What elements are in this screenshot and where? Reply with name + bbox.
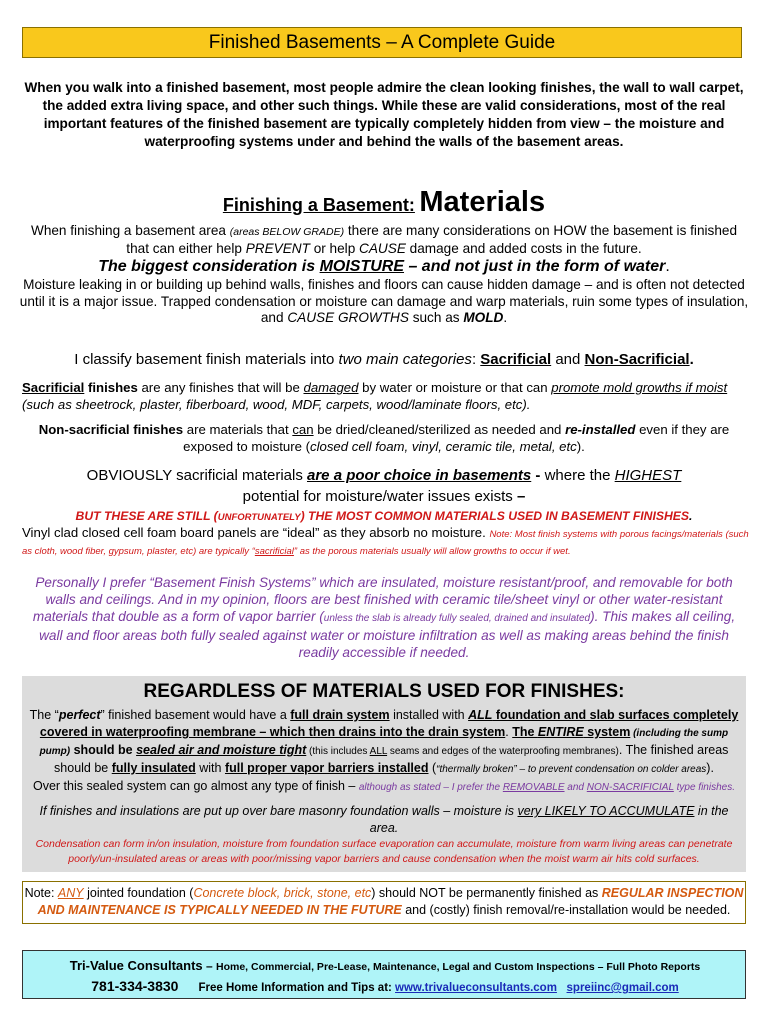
text: sealed air and moisture tight: [136, 743, 307, 757]
text: .: [665, 258, 670, 275]
text: .: [689, 351, 694, 368]
text: (: [428, 761, 437, 775]
sealed-system-line: [26, 778, 742, 796]
text: potential for moisture/water issues exists: [242, 488, 513, 505]
text: ) should NOT be permanently finished as: [371, 886, 602, 900]
footer-line-2: [23, 978, 747, 994]
biggest-consideration: [18, 257, 750, 277]
text: perfect: [58, 708, 101, 722]
page-title: Finished Basements – A Complete Guide: [22, 27, 742, 58]
text: and: [551, 351, 585, 368]
text: I classify basement finish materials into: [74, 351, 339, 368]
text: sacrificial: [254, 546, 294, 557]
text: ANY: [57, 886, 84, 900]
text: damaged: [303, 380, 359, 395]
text: Non-Sacrificial: [584, 351, 690, 368]
text: Concrete block, brick, stone, etc: [193, 886, 372, 900]
text: promote mold growths if moist: [551, 380, 728, 395]
classify-line: [18, 350, 750, 369]
text: ” as the porous materials usually will allow growths to occur if wet.: [293, 546, 571, 557]
materials-paragraph-2: [18, 277, 750, 327]
text: type finishes.: [673, 782, 735, 793]
text: :: [471, 351, 481, 368]
text: .: [689, 509, 693, 523]
footer: [22, 950, 746, 999]
text: – and not just in the form of water: [404, 258, 666, 275]
text: such as: [408, 310, 464, 325]
bare-masonry-line: [26, 803, 742, 837]
text: ). This makes all ceiling, wall and floor areas both fully sealed against water or moisture infiltration as well as making areas behind the finish readily accessible if needed.: [39, 609, 736, 660]
text: PREVENT: [245, 240, 310, 256]
text: –: [202, 959, 216, 973]
text: where the: [544, 467, 615, 484]
text: with: [195, 761, 225, 775]
non-sacrificial-definition: [22, 421, 746, 455]
text: re-installed: [565, 422, 636, 437]
text: NON-SACRIFICIAL: [586, 782, 674, 793]
text: (such as sheetrock, plaster, fiberboard, wood, MDF, carpets, wood/laminate floors, etc).: [22, 397, 531, 412]
text: .: [505, 725, 513, 739]
text: . The finished areas should be: [54, 743, 729, 775]
materials-heading-big: Materials: [419, 186, 546, 218]
vinyl-note: [22, 525, 752, 559]
materials-body: [18, 223, 750, 327]
condensation-note: Condensation can form in/on insulation, moisture from foundation surface evaporation can accumulate, moisture from warm living areas can penetrate poorly/un-insulated areas or areas with poor/missing vapor barriers and cause condensation when the moist warm air hits cold surfaces.: [35, 838, 733, 865]
text: and: [564, 782, 587, 793]
text: Over this sealed system can go almost any type of finish –: [32, 779, 359, 793]
text: jointed foundation (: [83, 886, 194, 900]
text: “thermally broken” – to prevent condensation on colder areas: [436, 764, 707, 775]
text: system: [583, 725, 631, 739]
text: finishes: [84, 380, 138, 395]
text: Non-sacrificial finishes: [38, 422, 184, 437]
website-link[interactable]: www.trivalueconsultants.com: [395, 982, 557, 994]
phone-number: 781-334-3830: [91, 978, 179, 994]
text: although as stated – I prefer the: [358, 782, 503, 793]
text: OBVIOUSLY sacrificial materials: [86, 467, 307, 484]
footer-line-1: [23, 958, 747, 973]
text: fully insulated: [111, 761, 196, 775]
text: even if they are exposed to moisture (: [183, 422, 730, 454]
text: (including the sump pump): [39, 728, 729, 757]
materials-heading: [0, 186, 768, 219]
text: two main categories: [338, 351, 472, 368]
text: The: [512, 725, 538, 739]
text: are materials that: [183, 422, 293, 437]
regardless-section: [22, 676, 746, 872]
text: ).: [706, 761, 714, 775]
text: Sacrificial: [22, 380, 85, 395]
text: full proper vapor barriers installed: [224, 761, 429, 775]
text: ).: [576, 439, 585, 454]
text: foundation and slab surfaces completely covered in waterproofing membrane – which then drains into the drain system: [39, 708, 739, 739]
text: CAUSE GROWTHS: [287, 310, 409, 325]
text: ALL: [369, 746, 388, 757]
text: are a poor choice in basements: [307, 467, 532, 484]
text: –: [512, 488, 526, 505]
text: (this includes: [306, 746, 370, 757]
text: be dried/cleaned/sterilized as needed and: [313, 422, 566, 437]
text: in the area.: [369, 804, 729, 835]
personal-preference: [22, 574, 746, 661]
perfect-basement-paragraph: [26, 707, 742, 778]
text: .: [503, 310, 508, 325]
text: seams and edges of the waterproofing membranes): [387, 746, 619, 757]
text: installed with: [389, 708, 469, 722]
obviously-statement: [18, 465, 750, 507]
text: Personally I prefer “Basement Finish Systems” which are insulated, moisture resistant/proof, and removable for both walls and ceilings. And in my opinion, floors are best finished with ceramic tile/sheet vinyl or other water-resistant materials that double as a form of vapor barrier (: [32, 575, 733, 624]
text: Free Home Information and Tips at:: [198, 982, 396, 994]
text: and (costly) finish removal/re-installation would be needed.: [401, 903, 731, 917]
text: CAUSE: [359, 240, 406, 256]
sacrificial-definition: [22, 379, 746, 413]
regardless-heading: REGARDLESS OF MATERIALS USED FOR FINISHES:: [143, 681, 625, 702]
text: REMOVABLE: [502, 782, 565, 793]
jointed-foundation-note: [22, 881, 746, 924]
text: REGULAR INSPECTION AND MAINTENANCE IS TYPICALLY NEEDED IN THE FUTURE: [37, 886, 744, 917]
text: The “: [29, 708, 59, 722]
materials-paragraph-1: [18, 223, 750, 257]
text: Vinyl clad closed cell foam board panels are “ideal” as they absorb no moisture.: [22, 525, 490, 540]
text: very LIKELY TO ACCUMULATE: [517, 804, 695, 818]
intro-paragraph: When you walk into a finished basement, most people admire the clean looking finishes, the wall to wall carpet, the added extra living space, and other such things. While these are valid considerations, most of the real important features of the finished basement are typically completely hidden from view – the moisture and waterproofing systems under and behind the walls of the basement areas.: [24, 80, 744, 149]
text: ALL: [468, 708, 493, 722]
text: MOISTURE: [319, 258, 405, 275]
text: When finishing a basement area: [30, 223, 230, 238]
services-list: Home, Commercial, Pre-Lease, Maintenance, Legal and Custom Inspections – Full Photo Reports: [215, 961, 701, 973]
text: If finishes and insulations are put up over bare masonry foundation walls – moisture is: [39, 804, 518, 818]
text: or help: [309, 240, 360, 256]
text: closed cell foam, vinyl, ceramic tile, metal, etc: [309, 439, 577, 454]
email-link[interactable]: spreiinc@gmail.com: [566, 982, 679, 994]
most-common-warning: [18, 508, 750, 526]
text: can: [292, 422, 314, 437]
text: The biggest consideration is: [98, 258, 320, 275]
text: UNFORTUNATELY: [217, 512, 301, 523]
text: damage and added costs in the future.: [405, 240, 642, 256]
text: HIGHEST: [614, 467, 682, 484]
text: -: [531, 467, 545, 484]
text: ENTIRE: [537, 725, 584, 739]
text: there are many considerations on HOW the basement is finished that can either help: [126, 223, 737, 256]
text: should be: [70, 743, 137, 757]
text: Note:: [24, 886, 58, 900]
text: ” finished basement would have a: [100, 708, 291, 722]
materials-heading-small: Finishing a Basement:: [222, 195, 415, 215]
text: MOLD: [463, 310, 504, 325]
text: (areas BELOW GRADE): [229, 226, 345, 238]
text: ) THE MOST COMMON MATERIALS USED IN BASEMENT FINISHES: [300, 509, 690, 523]
text: Note: Most finish systems with porous facings/materials (such as cloth, wood fiber, gypsum, plaster, etc) are typically “: [22, 529, 749, 557]
text: unless the slab is already fully sealed, drained and insulated: [323, 613, 591, 624]
company-name: Tri-Value Consultants: [69, 958, 203, 973]
text: Sacrificial: [480, 351, 552, 368]
text: by water or moisture or that can: [358, 380, 552, 395]
regardless-body: [26, 707, 742, 867]
text: full drain system: [290, 708, 390, 722]
text: Moisture leaking in or building up behind walls, finishes and floors can cause hidden damage – and is often not detected until it is a major issue. Trapped condensation or moisture can damage and warp materials, ruin some types of insulation, and: [19, 277, 749, 325]
text: BUT THESE ARE STILL (: [75, 509, 218, 523]
text: are any finishes that will be: [137, 380, 304, 395]
